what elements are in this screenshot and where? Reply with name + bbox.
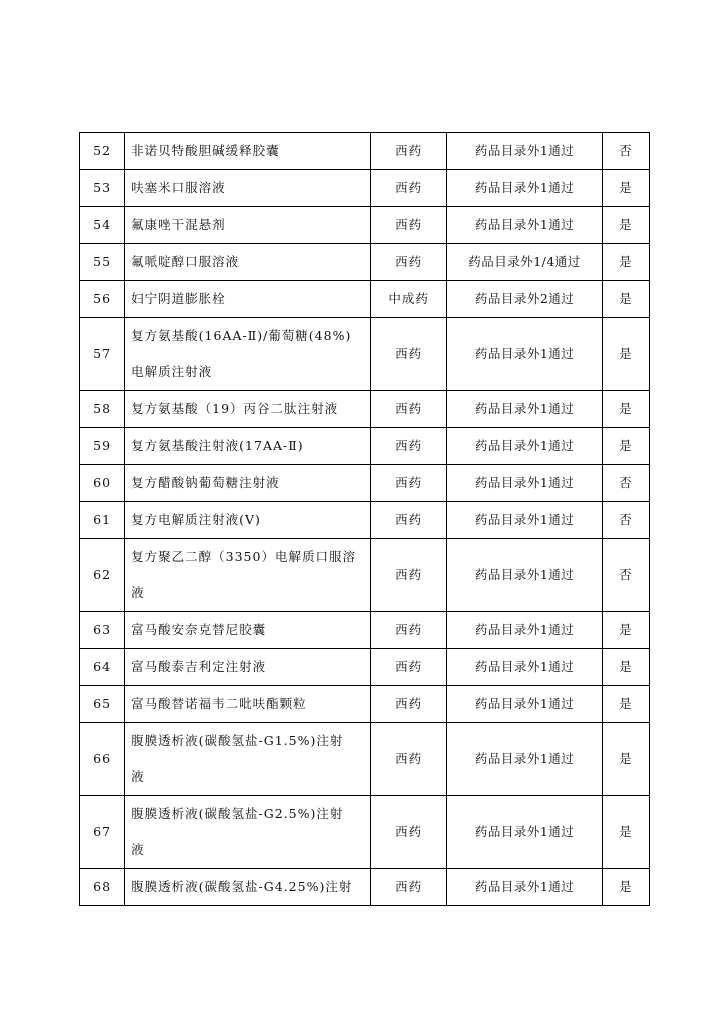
table-row	[80, 391, 650, 428]
drug-name-line: 氟康唑干混悬剂	[131, 217, 226, 232]
drug-name-cell	[125, 170, 371, 207]
drug-type-cell: 西药	[371, 133, 447, 170]
row-number-cell: 64	[80, 649, 125, 686]
yes-no-flag-cell: 否	[602, 465, 649, 502]
review-status-cell: 药品目录外1通过	[447, 869, 603, 906]
yes-no-flag-cell: 是	[602, 612, 649, 649]
drug-name-line: 呋塞米口服溶液	[131, 180, 226, 195]
yes-no-flag-cell: 是	[602, 207, 649, 244]
drug-name-line: 富马酸泰吉利定注射液	[131, 659, 267, 674]
drug-name-cell	[125, 391, 371, 428]
drug-name-line: 液	[131, 842, 145, 857]
drug-type-cell: 西药	[371, 796, 447, 869]
yes-no-flag-cell: 是	[602, 391, 649, 428]
review-status-cell: 药品目录外2通过	[447, 281, 603, 318]
drug-name-cell	[125, 318, 371, 391]
review-status-cell: 药品目录外1/4通过	[447, 244, 603, 281]
drug-type-cell: 西药	[371, 465, 447, 502]
drug-name-line: 腹膜透析液(碳酸氢盐-G1.5%)注射	[131, 733, 344, 748]
drug-type-cell: 西药	[371, 502, 447, 539]
drug-name-line: 液	[131, 585, 145, 600]
drug-name-line: 复方电解质注射液(Ⅴ)	[131, 512, 261, 527]
drug-type-cell: 中成药	[371, 281, 447, 318]
row-number-cell: 65	[80, 686, 125, 723]
yes-no-flag-cell: 是	[602, 686, 649, 723]
drug-type-cell: 西药	[371, 869, 447, 906]
yes-no-flag-cell: 否	[602, 539, 649, 612]
drug-table	[79, 132, 650, 906]
row-number-cell: 67	[80, 796, 125, 869]
table-row	[80, 869, 650, 906]
drug-type-cell: 西药	[371, 686, 447, 723]
table-row	[80, 244, 650, 281]
yes-no-flag-cell: 是	[602, 318, 649, 391]
drug-type-cell: 西药	[371, 612, 447, 649]
drug-type-cell: 西药	[371, 723, 447, 796]
table-row	[80, 502, 650, 539]
drug-name-cell	[125, 612, 371, 649]
review-status-cell: 药品目录外1通过	[447, 207, 603, 244]
drug-name-line: 腹膜透析液(碳酸氢盐-G2.5%)注射	[131, 806, 344, 821]
drug-name-cell	[125, 796, 371, 869]
yes-no-flag-cell: 是	[602, 649, 649, 686]
drug-name-line: 富马酸替诺福韦二吡呋酯颗粒	[131, 696, 307, 711]
drug-type-cell: 西药	[371, 170, 447, 207]
drug-name-line: 复方氨基酸(16AA-Ⅱ)/葡萄糖(48%)	[131, 328, 352, 343]
table-row	[80, 649, 650, 686]
review-status-cell: 药品目录外1通过	[447, 649, 603, 686]
table-row	[80, 723, 650, 796]
review-status-cell: 药品目录外1通过	[447, 465, 603, 502]
table-row	[80, 170, 650, 207]
review-status-cell: 药品目录外1通过	[447, 318, 603, 391]
drug-name-line: 氟哌啶醇口服溶液	[131, 254, 240, 269]
drug-name-line: 复方氨基酸注射液(17AA-Ⅱ)	[131, 438, 304, 453]
drug-name-line: 复方聚乙二醇（3350）电解质口服溶	[131, 549, 356, 564]
drug-name-line: 妇宁阴道膨胀栓	[131, 291, 226, 306]
drug-type-cell: 西药	[371, 539, 447, 612]
yes-no-flag-cell: 是	[602, 869, 649, 906]
drug-type-cell: 西药	[371, 318, 447, 391]
drug-name-cell	[125, 281, 371, 318]
yes-no-flag-cell: 否	[602, 502, 649, 539]
review-status-cell: 药品目录外1通过	[447, 502, 603, 539]
drug-name-cell	[125, 686, 371, 723]
table-row	[80, 207, 650, 244]
row-number-cell: 52	[80, 133, 125, 170]
review-status-cell: 药品目录外1通过	[447, 723, 603, 796]
row-number-cell: 57	[80, 318, 125, 391]
table-row	[80, 612, 650, 649]
row-number-cell: 61	[80, 502, 125, 539]
drug-name-cell	[125, 428, 371, 465]
drug-name-line: 非诺贝特酸胆碱缓释胶囊	[131, 143, 280, 158]
yes-no-flag-cell: 是	[602, 723, 649, 796]
review-status-cell: 药品目录外1通过	[447, 170, 603, 207]
row-number-cell: 63	[80, 612, 125, 649]
row-number-cell: 66	[80, 723, 125, 796]
row-number-cell: 59	[80, 428, 125, 465]
drug-name-line: 复方醋酸钠葡萄糖注射液	[131, 475, 280, 490]
drug-type-cell: 西药	[371, 649, 447, 686]
row-number-cell: 53	[80, 170, 125, 207]
drug-type-cell: 西药	[371, 428, 447, 465]
drug-name-cell	[125, 133, 371, 170]
review-status-cell: 药品目录外1通过	[447, 539, 603, 612]
yes-no-flag-cell: 是	[602, 281, 649, 318]
table-row	[80, 428, 650, 465]
row-number-cell: 68	[80, 869, 125, 906]
drug-type-cell: 西药	[371, 244, 447, 281]
review-status-cell: 药品目录外1通过	[447, 428, 603, 465]
row-number-cell: 60	[80, 465, 125, 502]
drug-name-cell	[125, 502, 371, 539]
drug-name-cell	[125, 869, 371, 906]
drug-name-line: 电解质注射液	[131, 364, 213, 379]
row-number-cell: 56	[80, 281, 125, 318]
drug-name-line: 复方氨基酸（19）丙谷二肽注射液	[131, 401, 339, 416]
review-status-cell: 药品目录外1通过	[447, 133, 603, 170]
yes-no-flag-cell: 是	[602, 428, 649, 465]
yes-no-flag-cell: 是	[602, 796, 649, 869]
drug-name-line: 腹膜透析液(碳酸氢盐-G4.25%)注射	[131, 879, 353, 894]
review-status-cell: 药品目录外1通过	[447, 686, 603, 723]
drug-name-cell	[125, 244, 371, 281]
yes-no-flag-cell: 是	[602, 244, 649, 281]
drug-name-cell	[125, 539, 371, 612]
drug-name-line: 液	[131, 769, 145, 784]
drug-name-cell	[125, 207, 371, 244]
row-number-cell: 58	[80, 391, 125, 428]
row-number-cell: 62	[80, 539, 125, 612]
review-status-cell: 药品目录外1通过	[447, 391, 603, 428]
table-row	[80, 318, 650, 391]
table-row	[80, 465, 650, 502]
drug-name-cell	[125, 465, 371, 502]
row-number-cell: 55	[80, 244, 125, 281]
table-row	[80, 686, 650, 723]
table-row	[80, 133, 650, 170]
review-status-cell: 药品目录外1通过	[447, 796, 603, 869]
review-status-cell: 药品目录外1通过	[447, 612, 603, 649]
drug-table-body	[80, 133, 650, 906]
drug-type-cell: 西药	[371, 391, 447, 428]
yes-no-flag-cell: 否	[602, 133, 649, 170]
drug-type-cell: 西药	[371, 207, 447, 244]
drug-name-line: 富马酸安奈克替尼胶囊	[131, 622, 267, 637]
drug-name-cell	[125, 649, 371, 686]
table-row	[80, 796, 650, 869]
table-row	[80, 281, 650, 318]
yes-no-flag-cell: 是	[602, 170, 649, 207]
table-row	[80, 539, 650, 612]
drug-name-cell	[125, 723, 371, 796]
row-number-cell: 54	[80, 207, 125, 244]
